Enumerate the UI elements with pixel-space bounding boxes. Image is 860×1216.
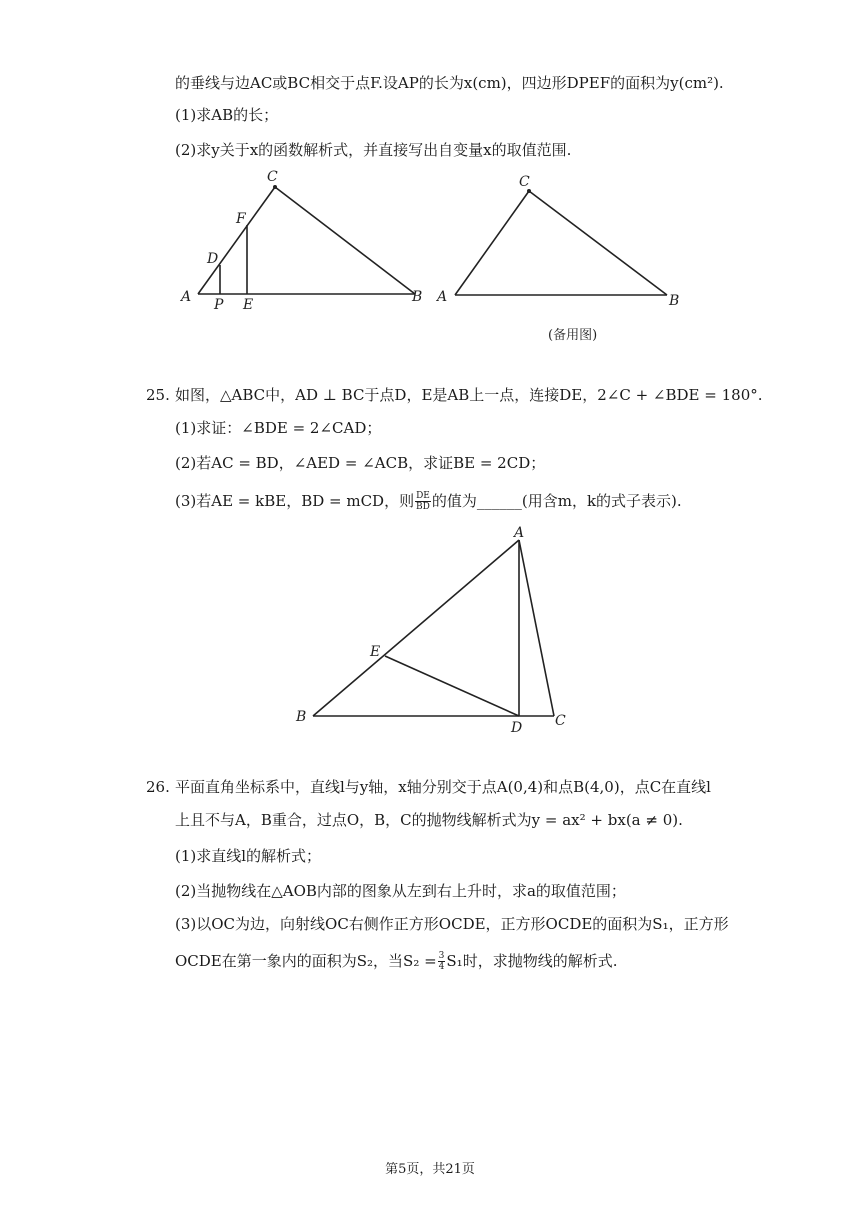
q26-stem-line1: 平面直角坐标系中，直线l与y轴，x轴分别交于点A(0,4)和点B(4,0)，点C在直线l [175,778,711,796]
q24-label-A: A [181,289,192,305]
q25-label-A: A [514,525,525,541]
q24-label-B: B [412,289,423,305]
q25-figure [290,522,580,737]
q25-fraction-denominator: BD [416,501,430,512]
q24-label-P: P [214,297,224,313]
q25-part3 [175,490,682,512]
q24-label-C: C [267,169,278,185]
q25-part3-text-before: (3)若AE = kBE，BD = mCD，则 [175,492,415,510]
q24-part1: (1)求AB的长； [175,106,279,124]
q26-part3-text-after: S₁时，求抛物线的解析式. [446,952,618,970]
q25-fraction-numerator: DE [416,490,430,501]
q25-part1: (1)求证：∠BDE = 2∠CAD； [175,419,382,437]
q26-stem-line2: 上且不与A，B重合，过点O，B，C的抛物线解析式为y = ax² + bx(a ≠ 0). [175,811,683,829]
q24-spare-label-B: B [669,293,680,309]
q24-spare-label-C: C [519,174,530,190]
q24-label-E: E [243,297,254,313]
q25-fraction [415,491,431,512]
q26-part3-line1: (3)以OC为边，向射线OC右侧作正方形OCDE，正方形OCDE的面积为S₁，正方形 [175,915,729,933]
q24-spare-label-A: A [437,289,448,305]
q24-label-D: D [207,251,219,267]
q26-fraction [438,951,446,972]
q25-label-B: B [296,709,307,725]
q24-text-line: 的垂线与边AC或BC相交于点F.设AP的长为x(cm)，四边形DPEF的面积为y(cm²). [175,74,724,92]
q25-label-E: E [370,644,381,660]
q26-fraction-numerator: 3 [438,950,445,961]
q25-number: 25. [146,386,170,404]
q26-part1: (1)求直线l的解析式； [175,847,322,865]
q26-fraction-denominator: 4 [438,961,445,972]
q25-label-D: D [511,720,523,736]
q24-label-F: F [236,211,246,227]
q26-part3-line2 [175,950,617,972]
q25-part3-text-after: 的值为______(用含m，k的式子表示). [431,492,682,510]
q26-part2: (2)当抛物线在△AOB内部的图象从左到右上升时，求a的取值范围； [175,882,626,900]
q24-figure-spare [430,170,690,345]
q25-stem: 如图，△ABC中，AD ⊥ BC于点D，E是AB上一点，连接DE，2∠C + ∠BDE = 180°. [175,386,763,404]
q25-label-C: C [555,713,566,729]
q24-spare-caption: (备用图) [548,328,598,343]
q25-part2: (2)若AC = BD，∠AED = ∠ACB，求证BE = 2CD； [175,454,546,472]
q24-part2: (2)求y关于x的函数解析式，并直接写出自变量x的取值范围. [175,141,572,159]
q26-part3-text-before: OCDE在第一象内的面积为S₂，当S₂ = [175,952,437,970]
q24-figure-main [170,165,440,320]
page-footer: 第5页，共21页 [385,1162,475,1177]
q26-number: 26. [146,778,170,796]
